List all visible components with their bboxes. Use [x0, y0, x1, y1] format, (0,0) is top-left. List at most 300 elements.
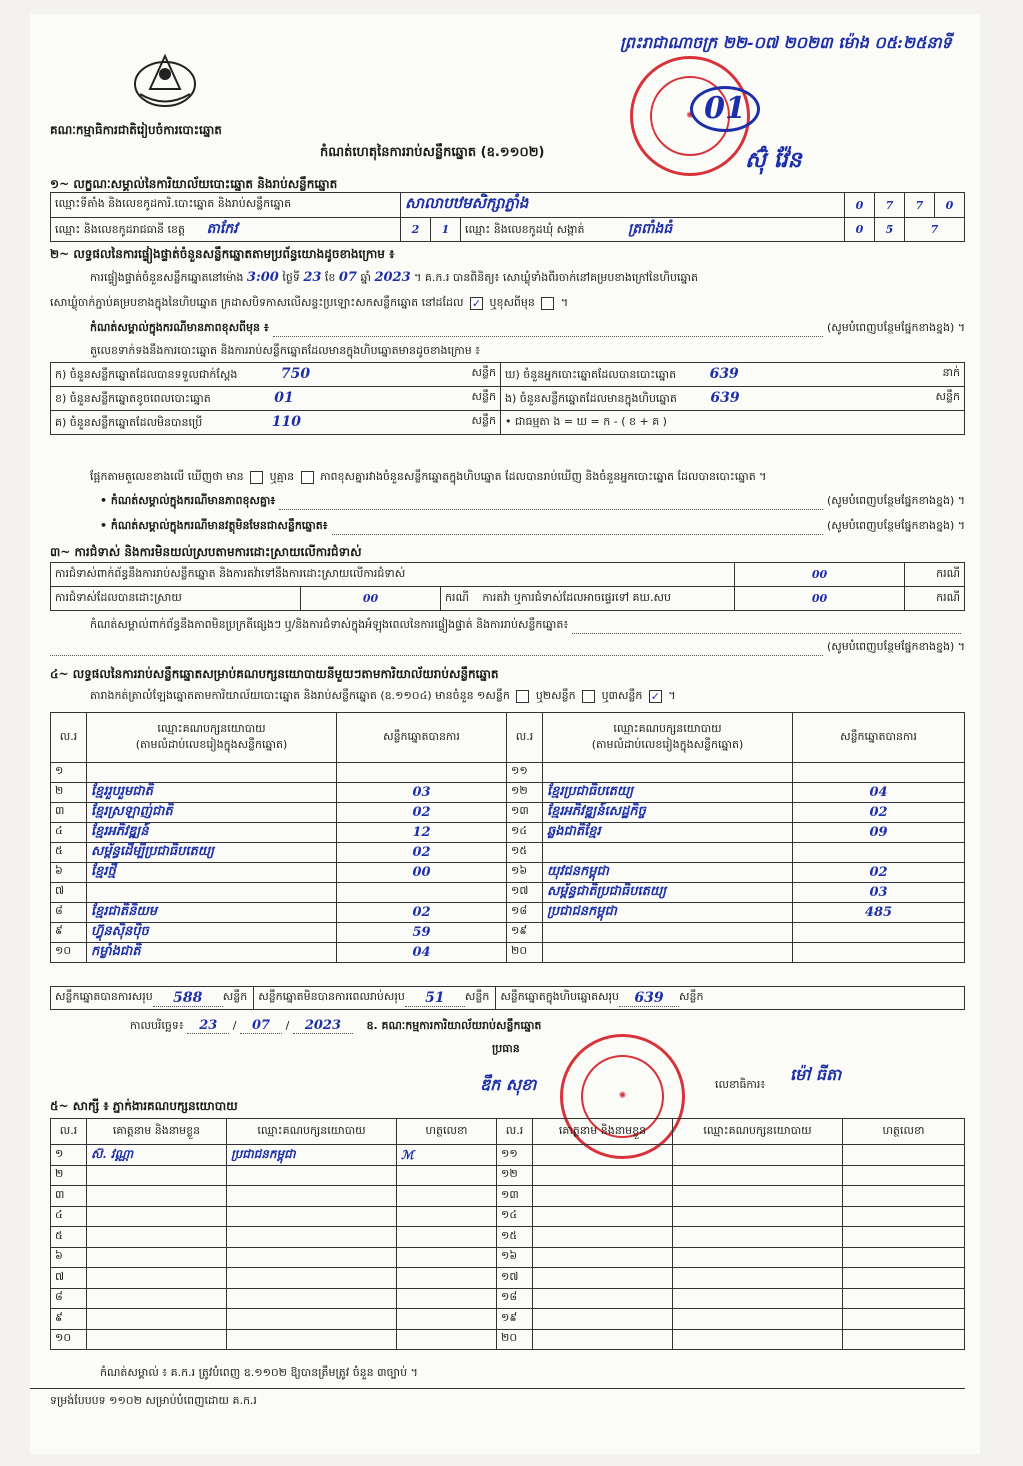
party-votes: 04	[793, 782, 965, 802]
row-no: ១២	[497, 1165, 533, 1186]
col-name: គោត្តនាម និងនាមខ្លួន	[87, 1119, 227, 1145]
row-no: ១៣	[497, 1186, 533, 1207]
unit: សន្លឹក	[471, 365, 496, 379]
party-votes: 02	[337, 902, 507, 922]
witness-party: ប្រជាជនកម្ពុជា	[227, 1145, 397, 1166]
party-votes: 04	[337, 942, 507, 962]
witness-table	[50, 1118, 965, 1350]
table-row	[51, 922, 965, 942]
commune-label-text: ឈ្មោះ និងលេខកូដឃុំ សង្កាត់	[465, 223, 585, 236]
verify-month: 07	[338, 270, 357, 285]
case-label: ករណី	[445, 590, 469, 604]
party-votes	[337, 882, 507, 902]
province-value: តាកែវ	[206, 221, 238, 237]
province-code-digit: 1	[431, 218, 461, 242]
row-no: ១៥	[507, 842, 543, 862]
row-no: ១២	[507, 782, 543, 802]
row-no: ១៧	[507, 882, 543, 902]
witness-party	[227, 1288, 397, 1309]
two-sheets-label: ឬ២សន្លឹក	[535, 689, 576, 702]
total-box-label: សន្លឹកឆ្នោតក្នុងហិបឆ្នោតសរុប	[500, 990, 620, 1003]
unit: សន្លឹក	[935, 389, 960, 403]
nec-emblem-icon	[130, 44, 200, 114]
difference-line	[90, 470, 965, 486]
party-votes: 03	[793, 882, 965, 902]
row-no: ៥	[51, 842, 87, 862]
party-votes: 02	[337, 842, 507, 862]
witness-signature	[397, 1206, 497, 1227]
row-no: ១៧	[497, 1268, 533, 1289]
witness-signature	[397, 1186, 497, 1207]
circled-number: 01	[690, 86, 760, 132]
figure-ngo-value: 639	[710, 389, 740, 406]
party-name	[543, 763, 793, 783]
party-name	[87, 763, 337, 783]
figure-kha	[51, 387, 501, 411]
witness-party	[227, 1247, 397, 1268]
col-name: គោត្តនាម និងនាមខ្លួន	[533, 1119, 673, 1145]
table-row	[51, 1329, 965, 1350]
verification-line-2: សោឃ្លុំចាក់ភ្ជាប់គម្របខាងក្នុងនៃហិបឆ្នោត ក្រដាសបិទកាសលើសន្ទះប្រឡោះសកសន្លឹកឆ្នោត នៅដដែល ✓ ឬខុសពីមុន ។	[50, 296, 569, 310]
col-party-sub: (តាមលំដាប់លេខរៀងក្នុងសន្លឹកឆ្នោត)	[135, 737, 288, 751]
row-no: ១១	[507, 763, 543, 783]
col-no: ល.រ	[51, 1119, 87, 1145]
figure-ko-label: គ) ចំនួនសន្លឹកឆ្នោតដែលមិនបានប្រើ	[55, 415, 203, 429]
party-votes: 485	[793, 902, 965, 922]
date-month: 07	[240, 1018, 282, 1034]
row-no: ១៩	[497, 1309, 533, 1330]
witness-name	[533, 1186, 673, 1207]
commune-value: ត្រពាំងធំ	[628, 221, 673, 237]
objection-referred-label	[441, 587, 735, 611]
party-votes	[793, 922, 965, 942]
table-row	[51, 842, 965, 862]
unit: នាក់	[942, 365, 960, 379]
objection-row1-label: ការជំទាស់ពាក់ព័ន្ធនឹងការរាប់សន្លឹកឆ្នោត និងការតវ៉ាទៅនឹងការដោះស្រាយលើការជំទាស់	[51, 563, 735, 587]
party-votes: 02	[793, 862, 965, 882]
section5-title: ៥~ សាក្សី ៖ ភ្នាក់ងារគណបក្សនយោបាយ	[50, 1099, 238, 1113]
verify-time: 3:00	[246, 270, 279, 285]
party-votes: 09	[793, 822, 965, 842]
party-votes: 12	[337, 822, 507, 842]
witness-signature	[843, 1206, 965, 1227]
witness-party	[227, 1186, 397, 1207]
divider	[30, 1388, 965, 1389]
total-invalid-value: 51	[405, 990, 465, 1007]
irregularity-note-suffix: (សូមបំពេញបន្ថែមផ្នែកខាងខ្នង) ។	[826, 640, 965, 653]
row-no: ៥	[51, 1227, 87, 1248]
difference-yes-checkbox[interactable]	[250, 471, 263, 484]
difference-note-suffix: (សូមបំពេញបន្ថែមផ្នែកខាងខ្នង) ។	[826, 321, 965, 334]
witness-name	[533, 1329, 673, 1350]
row-no: ៣	[51, 1186, 87, 1207]
col-votes: សន្លឹកឆ្នោតបានការ	[337, 713, 507, 763]
witness-party	[673, 1288, 843, 1309]
witness-name	[87, 1329, 227, 1350]
results-table	[50, 712, 965, 963]
verify-day: 23	[303, 270, 322, 285]
col-sign: ហត្ថលេខា	[843, 1119, 965, 1145]
province-label	[51, 218, 401, 242]
unit: សន្លឹក	[223, 987, 254, 1009]
row-no: ១៤	[497, 1206, 533, 1227]
row-no: ១៩	[507, 922, 543, 942]
witness-name	[533, 1288, 673, 1309]
witness-name	[533, 1247, 673, 1268]
party-name: ខ្មែរជាតិនិយម	[87, 902, 337, 922]
col-no: ល.រ	[507, 713, 543, 763]
row-no: ៦	[51, 1247, 87, 1268]
figure-kha-value: 01	[274, 389, 294, 406]
row-no: ១៨	[497, 1288, 533, 1309]
case-label: ករណី	[905, 563, 965, 587]
witness-name	[87, 1309, 227, 1330]
party-name: ប្រជាជនកម្ពុជា	[543, 902, 793, 922]
form-page	[30, 14, 980, 1454]
section2-title: ២~ លទ្ធផលនៃការផ្ទៀងផ្ទាត់ចំនួនសន្លឹកឆ្នោតតាមប្រព័ន្ធយោងដូចខាងក្រោម ៖	[50, 247, 395, 261]
difference-note-row	[90, 321, 965, 337]
station-code-digit: 0	[845, 193, 875, 218]
figure-ngo-label: ង) ចំនួនសន្លឹកឆ្នោតដែលមានក្នុងហិបឆ្នោត	[505, 391, 677, 405]
col-party	[543, 713, 793, 763]
verify-rest: ។ គ.ក.រ បានពិនិត្យ៖ សោឃ្លុំទាំងពីរចាក់នៅគម្របខាងក្រៅនៃហិបឆ្នោត	[414, 271, 698, 284]
party-votes	[793, 842, 965, 862]
witness-name	[87, 1186, 227, 1207]
changed-checkbox[interactable]	[541, 297, 554, 310]
witness-name	[533, 1165, 673, 1186]
witness-name: ស៊. វណ្ណា	[87, 1145, 227, 1166]
table-row	[51, 763, 965, 783]
witness-name	[87, 1227, 227, 1248]
stamp-emblem-icon: ✺	[686, 110, 694, 121]
col-party	[87, 713, 337, 763]
party-name: សម្ព័ន្ធដើម្បីប្រជាធិបតេយ្យ	[87, 842, 337, 862]
row-no: ៩	[51, 1309, 87, 1330]
commune-code-digit: 0	[845, 218, 875, 242]
verification-line-1	[90, 270, 965, 287]
col-party-sub: (តាមលំដាប់លេខរៀងក្នុងសន្លឹកឆ្នោត)	[591, 737, 744, 751]
row-no: ១៨	[507, 902, 543, 922]
party-votes	[793, 763, 965, 783]
witness-party	[673, 1227, 843, 1248]
party-votes: 02	[793, 802, 965, 822]
figure-ka-label: ក) ចំនួនសន្លឹកឆ្នោតដែលបានទទួលជាក់ស្តែង	[55, 367, 238, 381]
verify-year-label: ឆ្នាំ	[360, 271, 371, 284]
results-body	[51, 763, 965, 963]
table-row	[51, 1309, 965, 1330]
total-invalid-label: សន្លឹកឆ្នោតមិនបានការពេលរាប់សរុប	[258, 990, 405, 1003]
table-row	[51, 942, 965, 962]
difference-rest: ភាពខុសគ្នារវាងចំនួនសន្លឹកឆ្នោតក្នុងហិបឆ្នោត ដែលបានរាប់ឃើញ និងចំនួនអ្នកបោះឆ្នោត ដែលបានបោះឆ្នោត ។	[320, 470, 767, 483]
row-no: ៧	[51, 1268, 87, 1289]
party-name: ខ្មែររួបរួមជាតិ	[87, 782, 337, 802]
witness-party	[227, 1309, 397, 1330]
secretary-label: លេខាធិការ៖	[715, 1078, 766, 1091]
station-label: ឈ្មោះទីតាំង និងលេខកូដការិ.បោះឆ្នោត និងរាប់សន្លឹកឆ្នោត	[51, 193, 401, 218]
figures-intro: តួលេខទាក់ទងនឹងការបោះឆ្នោត និងការរាប់សន្លឹកឆ្នោតដែលមានក្នុងហិបឆ្នោតមានដូចខាងក្រោម ៖	[90, 344, 481, 357]
witness-signature	[397, 1247, 497, 1268]
witness-name	[87, 1268, 227, 1289]
three-sheets-checkbox[interactable]: ✓	[650, 689, 661, 703]
witness-party	[227, 1268, 397, 1289]
witness-party	[227, 1165, 397, 1186]
difference-yes-label: ផ្អែកតាមតួលេខខាងលើ ឃើញថា មាន	[90, 470, 244, 483]
commune-label	[461, 218, 845, 242]
witness-party	[673, 1165, 843, 1186]
date-label: កាលបរិច្ឆេទ៖	[130, 1019, 184, 1032]
row-no: ២០	[497, 1329, 533, 1350]
witness-signature	[843, 1329, 965, 1350]
figure-ko-value: 110	[271, 413, 301, 430]
witness-party	[673, 1309, 843, 1330]
witness-party	[673, 1247, 843, 1268]
bullet1-label: • កំណត់សម្គាល់ក្នុងករណីមានភាពខុសគ្នា៖	[100, 494, 276, 507]
row-no: ១០	[51, 1329, 87, 1350]
chair-label: ប្រធាន	[492, 1042, 520, 1055]
one-sheet-checkbox[interactable]	[516, 690, 529, 703]
witness-party	[673, 1268, 843, 1289]
col-no: ល.រ	[497, 1119, 533, 1145]
row-no: ១៥	[497, 1227, 533, 1248]
witness-signature	[843, 1309, 965, 1330]
commune-code-digit: 5	[875, 218, 905, 242]
unit: សន្លឹក	[471, 413, 496, 427]
difference-note-label: កំណត់សម្គាល់ក្នុងករណីមានភាពខុសពីមុន ៖	[90, 321, 269, 334]
objection-referred-text: ការតវ៉ា ឬការជំទាស់ដែលអាចផ្ទេរទៅ គឃ.សប	[482, 590, 671, 604]
unit: សន្លឹក	[465, 987, 496, 1009]
unchanged-checkbox[interactable]: ✓	[471, 296, 482, 310]
witness-signature	[397, 1288, 497, 1309]
col-party-title: ឈ្មោះគណបក្សនយោបាយ	[613, 721, 722, 735]
table-row	[51, 1206, 965, 1227]
objections-table	[50, 562, 965, 611]
verify-time-label: ការផ្ទៀងផ្ទាត់ចំនួនសន្លឹកឆ្នោតនៅម៉ោង	[90, 271, 244, 284]
witness-name	[533, 1227, 673, 1248]
witness-signature	[397, 1227, 497, 1248]
row-no: ៦	[51, 862, 87, 882]
section1-title: ១~ លក្ខណៈសម្គាល់នៃការិយាល័យបោះឆ្នោត និងរាប់សន្លឹកឆ្នោត	[50, 177, 338, 191]
party-name: សម្ព័ន្ធជាតិប្រជាធិបតេយ្យ	[543, 882, 793, 902]
date-line: កាលបរិច្ឆេទ៖ 23 / 07 / 2023 ឧ. គណៈកម្មការការិយាល័យរាប់សន្លឹកឆ្នោត	[130, 1018, 542, 1033]
table-row	[51, 1145, 965, 1166]
party-name: ហ៊្វុនស៊ិនប៉ិច	[87, 922, 337, 942]
date-org: ឧ. គណៈកម្មការការិយាល័យរាប់សន្លឹកឆ្នោត	[366, 1019, 542, 1032]
witness-name	[87, 1206, 227, 1227]
witness-signature	[397, 1309, 497, 1330]
row-no: ១៣	[507, 802, 543, 822]
figure-ka	[51, 363, 501, 387]
province-label-text: ឈ្មោះ និងលេខកូដរាជធានី ខេត្ត	[55, 223, 185, 236]
witness-name	[533, 1145, 673, 1166]
col-party-title: ឈ្មោះគណបក្សនយោបាយ	[157, 721, 266, 735]
table-row	[51, 1227, 965, 1248]
stamp-emblem-icon: ✺	[618, 1091, 627, 1102]
party-name	[543, 842, 793, 862]
objection-resolved-value: 00	[301, 587, 441, 611]
figures-table	[50, 362, 965, 435]
section3-title: ៣~ ការជំទាស់ និងការមិនយល់ស្របតាមការដោះស្រាយលើការជំទាស់	[50, 545, 362, 559]
station-value: សាលាបឋមសិក្សាភ្លាំង	[401, 193, 845, 218]
party-name: ខ្មែរអភិវឌ្ឍន៍សេដ្ឋកិច្ច	[543, 802, 793, 822]
col-no: ល.រ	[51, 713, 87, 763]
row-no: ១១	[497, 1145, 533, 1166]
witness-signature	[397, 1329, 497, 1350]
total-valid-label: សន្លឹកឆ្នោតបានការសរុប	[55, 990, 153, 1003]
witness-signature	[843, 1227, 965, 1248]
case-label: ករណី	[905, 587, 965, 611]
formula: • ជាធម្មតា ង = ឃ = ក - ( ខ + គ )	[501, 411, 965, 435]
irregularity-note-label: កំណត់សម្គាល់ពាក់ព័ន្ធនឹងភាពមិនប្រក្រតីផ្សេងៗ ឬ/និងការជំទាស់ក្នុងអំឡុងពេលនៃការផ្ទៀងផ្ទាត់ និងការរាប់សន្លឹកឆ្នោត៖	[90, 618, 569, 631]
witness-party	[673, 1186, 843, 1207]
witness-signature	[397, 1268, 497, 1289]
total-valid-value: 588	[153, 990, 223, 1007]
station-code-digit: 7	[875, 193, 905, 218]
table-row	[51, 802, 965, 822]
witness-name	[533, 1206, 673, 1227]
committee-name: គណៈកម្មាធិការជាតិរៀបចំការបោះឆ្នោត	[50, 123, 222, 137]
section1-table	[50, 192, 965, 242]
table-row	[51, 1247, 965, 1268]
row-no: ១៦	[507, 862, 543, 882]
verify-year: 2023	[374, 270, 411, 285]
figure-ngo	[501, 387, 965, 411]
witness-name	[87, 1165, 227, 1186]
witness-party	[673, 1206, 843, 1227]
irregularity-note-row	[90, 618, 965, 634]
col-party: ឈ្មោះគណបក្សនយោបាយ	[673, 1119, 843, 1145]
secretary-signature: ម៉ៅ ធីតា	[790, 1065, 842, 1084]
witness-signature: ℳ	[397, 1145, 497, 1166]
witness-party	[227, 1227, 397, 1248]
witness-name	[533, 1309, 673, 1330]
row-no: ១	[51, 763, 87, 783]
difference-no-label: ឬគ្មាន	[269, 470, 295, 483]
tally-sheets-line: តារាងកត់ត្រាលំឡែងឆ្នោតតាមការិយាល័យបោះឆ្នោត និងរាប់សន្លឹកឆ្នោត (ឧ.១១០៤) មានចំនួន ១សន្លឹក ឬ២សន្លឹក ឬ៣សន្លឹក ✓ ។	[90, 689, 676, 703]
table-row	[51, 862, 965, 882]
two-sheets-checkbox[interactable]	[582, 690, 595, 703]
row-no: ៧	[51, 882, 87, 902]
party-votes: 00	[337, 862, 507, 882]
party-name	[543, 942, 793, 962]
col-sign: ហត្ថលេខា	[397, 1119, 497, 1145]
party-votes	[793, 942, 965, 962]
party-name: កម្លាំងជាតិ	[87, 942, 337, 962]
section4-title: ៤~ លទ្ធផលនៃការរាប់សន្លឹកឆ្នោតសម្រាប់គណបក្សនយោបាយនីមួយៗតាមការិយាល័យរាប់សន្លឹកឆ្នោត	[50, 667, 499, 681]
bottom-note: ទម្រង់បែបបទ ១១០២ សម្រាប់បំពេញដោយ គ.ក.រ	[50, 1394, 257, 1407]
station-code-digit: 7	[905, 193, 935, 218]
witness-signature	[397, 1165, 497, 1186]
party-votes: 02	[337, 802, 507, 822]
party-name: យុវជនកម្ពុជា	[543, 862, 793, 882]
col-party: ឈ្មោះគណបក្សនយោបាយ	[227, 1119, 397, 1145]
unit: សន្លឹក	[471, 389, 496, 403]
bullet1-suffix: (សូមបំពេញបន្ថែមផ្នែកខាងខ្នង) ។	[826, 494, 965, 507]
table-row	[51, 782, 965, 802]
witness-signature	[843, 1165, 965, 1186]
verify-day-label: ថ្ងៃទី	[282, 271, 300, 284]
table-row	[51, 822, 965, 842]
figure-kha-label: ខ) ចំនួនសន្លឹកឆ្នោតខូចពេលបោះឆ្នោត	[55, 391, 211, 405]
witness-name	[533, 1268, 673, 1289]
row-no: ៣	[51, 802, 87, 822]
verify-month-label: ខែ	[324, 271, 336, 284]
table-row	[51, 902, 965, 922]
table-row	[51, 1165, 965, 1186]
three-sheets-label: ឬ៣សន្លឹក	[601, 689, 643, 702]
objection-referred-value: 00	[735, 587, 905, 611]
footnote: កំណត់សម្គាល់ ៖ គ.ក.រ ត្រូវបំពេញ ឧ.១១០២ ឱ្យបានត្រឹមត្រូវ ចំនួន ៣ច្បាប់ ។	[100, 1366, 418, 1379]
row-no: ២	[51, 782, 87, 802]
row-no: ៨	[51, 902, 87, 922]
party-name: ខ្មែរប្រជាធិបតេយ្យ	[543, 782, 793, 802]
witness-signature	[843, 1247, 965, 1268]
row-no: ១	[51, 1145, 87, 1166]
difference-no-checkbox[interactable]	[301, 471, 314, 484]
table-row	[51, 882, 965, 902]
row-no: ៤	[51, 822, 87, 842]
witness-party	[227, 1206, 397, 1227]
party-votes	[337, 763, 507, 783]
table-row	[51, 1268, 965, 1289]
party-name	[543, 922, 793, 942]
row-no: ៤	[51, 1206, 87, 1227]
witness-name	[87, 1288, 227, 1309]
witness-signature	[843, 1145, 965, 1166]
bullet2-label: • កំណត់សម្គាល់ក្នុងករណីមានវត្ថុមិនមែនជាសន្លឹកឆ្នោត៖	[100, 519, 328, 532]
date-day: 23	[187, 1018, 229, 1034]
row-no: ១៦	[497, 1247, 533, 1268]
province-code-digit: 2	[401, 218, 431, 242]
table-row	[51, 1186, 965, 1207]
party-name	[87, 882, 337, 902]
date-year: 2023	[293, 1018, 353, 1034]
unit: សន្លឹក	[679, 990, 704, 1003]
row-no: ២០	[507, 942, 543, 962]
bullet2-suffix: (សូមបំពេញបន្ថែមផ្នែកខាងខ្នង) ។	[826, 519, 965, 532]
changed-label: ឬខុសពីមុន	[489, 296, 535, 309]
row-no: ២	[51, 1165, 87, 1186]
witness-signature	[843, 1186, 965, 1207]
party-votes: 03	[337, 782, 507, 802]
total-box-value: 639	[619, 990, 679, 1007]
witness-name	[87, 1247, 227, 1268]
chair-signature: ឌឹក សុខា	[480, 1075, 537, 1094]
col-votes: សន្លឹកឆ្នោតបានការ	[793, 713, 965, 763]
row-no: ៩	[51, 922, 87, 942]
commune-code-digit: 7	[905, 218, 965, 242]
totals-row	[50, 986, 965, 1010]
station-code-digit: 0	[935, 193, 965, 218]
party-name: ខ្មែរអភិវឌ្ឍន៍	[87, 822, 337, 842]
tally-intro: តារាងកត់ត្រាលំឡែងឆ្នោតតាមការិយាល័យបោះឆ្នោត និងរាប់សន្លឹកឆ្នោត (ឧ.១១០៤) មានចំនួន ១សន្លឹក	[90, 689, 510, 702]
row-no: ៨	[51, 1288, 87, 1309]
party-name: ខ្មែរស្រឡាញ់ជាតិ	[87, 802, 337, 822]
handwritten-signature-top: ស៊ុំ វ៉ែន	[745, 147, 802, 173]
witness-signature	[843, 1268, 965, 1289]
figure-kho	[501, 363, 965, 387]
figure-ka-value: 750	[280, 365, 311, 382]
row-no: ១០	[51, 942, 87, 962]
objection-resolved-label: ការជំទាស់ដែលបានដោះស្រាយ	[51, 587, 301, 611]
bullet2-row	[100, 519, 965, 535]
top-handwritten-note: ព្រះរាជាណាចក្រ ២២-០៧ ២០២៣ ម៉ោង ០៥:២៥នាទី	[620, 33, 952, 52]
party-name: ខ្មែរថ្មី	[87, 862, 337, 882]
objection-row1-value: 00	[735, 563, 905, 587]
bullet1-row	[100, 494, 965, 510]
table-row	[51, 1288, 965, 1309]
figure-kho-value: 639	[709, 365, 739, 382]
figure-kho-label: ឃ) ចំនួនអ្នកបោះឆ្នោតដែលបានបោះឆ្នោត	[505, 367, 677, 381]
